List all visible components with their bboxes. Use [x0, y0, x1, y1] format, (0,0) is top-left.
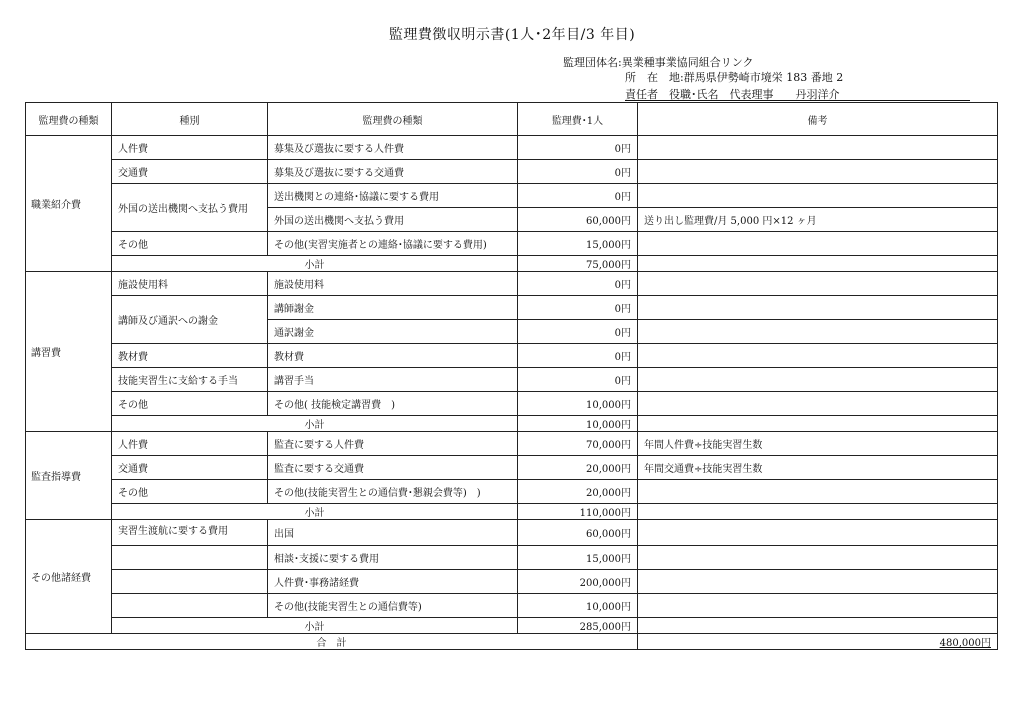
- category-cell: 監査指導費: [26, 432, 112, 520]
- amount-cell: 0円: [518, 344, 638, 368]
- kind-cell: 実習生渡航に要する費用: [112, 520, 268, 546]
- note-cell: [638, 368, 998, 392]
- note-cell: [638, 160, 998, 184]
- kind-cell: その他: [112, 232, 268, 256]
- total-amount-value: 480,000円: [939, 638, 991, 649]
- kind-cell: 外国の送出機関へ支払う費用: [112, 184, 268, 232]
- note-cell: [638, 594, 998, 618]
- amount-cell: 0円: [518, 296, 638, 320]
- category-cell: 職業紹介費: [26, 136, 112, 272]
- kind-cell: 技能実習生に支給する手当: [112, 368, 268, 392]
- kind-cell: 施設使用料: [112, 272, 268, 296]
- representative-underline: [625, 100, 970, 101]
- header-category: 監理費の種類: [26, 103, 112, 136]
- amount-cell: 200,000円: [518, 570, 638, 594]
- item-cell: その他(技能実習生との通信費等): [268, 594, 518, 618]
- table-row: [26, 480, 998, 504]
- note-cell: 年間交通費÷技能実習生数: [638, 456, 998, 480]
- table-row: [26, 570, 998, 594]
- header-row: [26, 103, 998, 136]
- item-cell: 送出機関との連絡･協議に要する費用: [268, 184, 518, 208]
- item-cell: 施設使用料: [268, 272, 518, 296]
- subtotal-label: 小計: [112, 416, 518, 432]
- note-cell: [638, 256, 998, 272]
- org-name: 監理団体名:異業種事業協同組合リンク: [563, 56, 754, 69]
- amount-cell: 70,000円: [518, 432, 638, 456]
- note-cell: [638, 416, 998, 432]
- subtotal-row: [26, 504, 998, 520]
- kind-cell: 講師及び通訳への謝金: [112, 296, 268, 344]
- org-representative: 責任者 役職･氏名 代表理事 丹羽洋介: [625, 88, 840, 101]
- amount-cell: 0円: [518, 320, 638, 344]
- table-row: [26, 136, 998, 160]
- kind-cell: 教材費: [112, 344, 268, 368]
- header-item: 監理費の種類: [268, 103, 518, 136]
- note-cell: [638, 272, 998, 296]
- kind-cell: [112, 570, 268, 594]
- table-row: [26, 546, 998, 570]
- note-cell: [638, 232, 998, 256]
- item-cell: 相談･支援に要する費用: [268, 546, 518, 570]
- subtotal-amount: 110,000円: [518, 504, 638, 520]
- item-cell: 出国: [268, 520, 518, 546]
- amount-cell: 60,000円: [518, 520, 638, 546]
- amount-cell: 20,000円: [518, 456, 638, 480]
- note-cell: [638, 546, 998, 570]
- kind-cell: 交通費: [112, 160, 268, 184]
- category-cell: 講習費: [26, 272, 112, 432]
- note-cell: [638, 618, 998, 634]
- org-address: 所 在 地:群馬県伊勢崎市境栄 183 番地 2: [625, 71, 844, 84]
- subtotal-row: [26, 416, 998, 432]
- table-row: [26, 594, 998, 618]
- table-row: [26, 432, 998, 456]
- note-cell: [638, 184, 998, 208]
- note-cell: [638, 320, 998, 344]
- kind-cell: その他: [112, 480, 268, 504]
- item-cell: 外国の送出機関へ支払う費用: [268, 208, 518, 232]
- note-cell: [638, 480, 998, 504]
- kind-cell: 交通費: [112, 456, 268, 480]
- header-kind: 種別: [112, 103, 268, 136]
- kind-cell: その他: [112, 392, 268, 416]
- table-row: [26, 392, 998, 416]
- item-cell: 募集及び選抜に要する人件費: [268, 136, 518, 160]
- category-cell: その他諸経費: [26, 520, 112, 634]
- item-cell: 人件費･事務諸経費: [268, 570, 518, 594]
- item-cell: 講習手当: [268, 368, 518, 392]
- table-row: [26, 296, 998, 320]
- subtotal-label: 小計: [112, 256, 518, 272]
- header-note: 備考: [638, 103, 998, 136]
- item-cell: 通訳謝金: [268, 320, 518, 344]
- kind-cell: 人件費: [112, 136, 268, 160]
- amount-cell: 0円: [518, 136, 638, 160]
- document-title: 監理費徴収明示書(1人･2年目/3 年目): [388, 27, 636, 43]
- table-row: [26, 456, 998, 480]
- amount-cell: 10,000円: [518, 392, 638, 416]
- table-row: [26, 520, 998, 546]
- total-amount: [638, 634, 998, 650]
- note-cell: [638, 504, 998, 520]
- amount-cell: 0円: [518, 368, 638, 392]
- amount-cell: 15,000円: [518, 546, 638, 570]
- table-row: [26, 184, 998, 208]
- table-row: [26, 232, 998, 256]
- item-cell: その他( 技能検定講習費 ): [268, 392, 518, 416]
- note-cell: [638, 570, 998, 594]
- amount-cell: 60,000円: [518, 208, 638, 232]
- subtotal-amount: 75,000円: [518, 256, 638, 272]
- subtotal-amount: 10,000円: [518, 416, 638, 432]
- table-row: [26, 344, 998, 368]
- amount-cell: 15,000円: [518, 232, 638, 256]
- subtotal-row: [26, 618, 998, 634]
- item-cell: 監査に要する交通費: [268, 456, 518, 480]
- header-amount: 監理費･1人: [518, 103, 638, 136]
- total-row: [26, 634, 998, 650]
- note-cell: [638, 520, 998, 546]
- item-cell: その他(実習実施者との連絡･協議に要する費用): [268, 232, 518, 256]
- kind-cell: 人件費: [112, 432, 268, 456]
- amount-cell: 10,000円: [518, 594, 638, 618]
- item-cell: 講師謝金: [268, 296, 518, 320]
- note-cell: 年間人件費÷技能実習生数: [638, 432, 998, 456]
- note-cell: [638, 344, 998, 368]
- item-cell: 監査に要する人件費: [268, 432, 518, 456]
- subtotal-label: 小計: [112, 618, 518, 634]
- item-cell: 教材費: [268, 344, 518, 368]
- table-row: [26, 272, 998, 296]
- subtotal-label: 小計: [112, 504, 518, 520]
- table-row: [26, 368, 998, 392]
- amount-cell: 0円: [518, 272, 638, 296]
- amount-cell: 0円: [518, 160, 638, 184]
- subtotal-amount: 285,000円: [518, 618, 638, 634]
- item-cell: その他(技能実習生との通信費･懇親会費等) ): [268, 480, 518, 504]
- kind-cell: [112, 594, 268, 618]
- amount-cell: 0円: [518, 184, 638, 208]
- table-row: [26, 160, 998, 184]
- subtotal-row: [26, 256, 998, 272]
- kind-cell: [112, 546, 268, 570]
- note-cell: [638, 136, 998, 160]
- item-cell: 募集及び選抜に要する交通費: [268, 160, 518, 184]
- fee-table: [25, 102, 998, 650]
- note-cell: [638, 392, 998, 416]
- note-cell: [638, 296, 998, 320]
- note-cell: 送り出し監理費/月 5,000 円×12 ヶ月: [638, 208, 998, 232]
- total-label: 合 計: [26, 634, 638, 650]
- amount-cell: 20,000円: [518, 480, 638, 504]
